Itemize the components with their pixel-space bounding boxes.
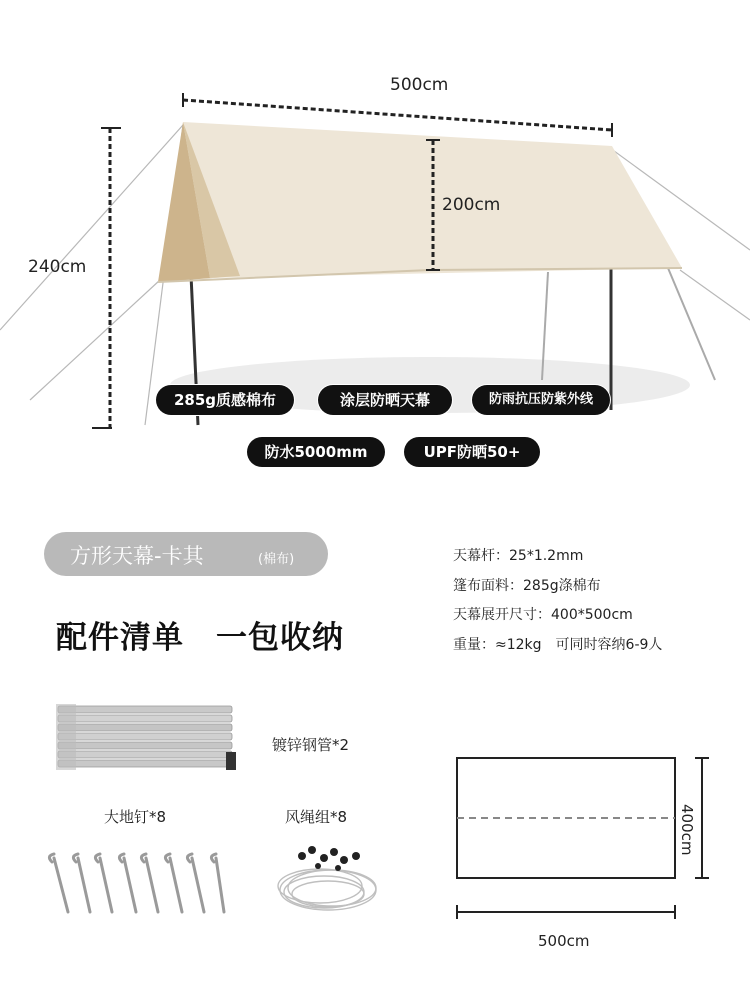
spec-pole: 天幕杆：25*1.2mm [453,548,584,564]
accessory-stakes-label: 大地钉*8 [104,808,167,826]
feature-tag: 防水5000mm [247,437,385,467]
steel-poles-image [52,700,242,775]
product-title-badge [44,532,328,576]
feature-tag: UPF防晒50+ [404,437,540,467]
product-name: 方形天幕-卡其 [70,544,204,568]
feature-tag: 涂层防晒天幕 [318,385,452,415]
spec-weight: 重量：≈12kg 可同时容纳6-9人 [453,637,663,653]
outer-height-dimension-label: 240cm [28,257,87,277]
floor-plan-height-label: 400cm [678,804,696,856]
spec-size: 天幕展开尺寸：400*500cm [453,607,633,623]
accessory-ropes-label: 风绳组*8 [285,808,348,826]
accessory-list-headline: 配件清单 一包收纳 [56,620,344,656]
ground-stakes-image [40,850,235,920]
inner-height-dimension-label: 200cm [442,195,501,215]
material-note: (棉布) [258,552,295,567]
feature-tag: 285g质感棉布 [156,385,294,415]
spec-fabric: 篷布面料：285g涤棉布 [453,578,601,594]
feature-tag: 防雨抗压防紫外线 [472,385,610,415]
width-dimension-label: 500cm [390,75,449,95]
wind-ropes-image [272,838,384,920]
floor-plan-width-label: 500cm [538,932,590,950]
accessory-poles-label: 镀锌钢管*2 [272,736,350,754]
